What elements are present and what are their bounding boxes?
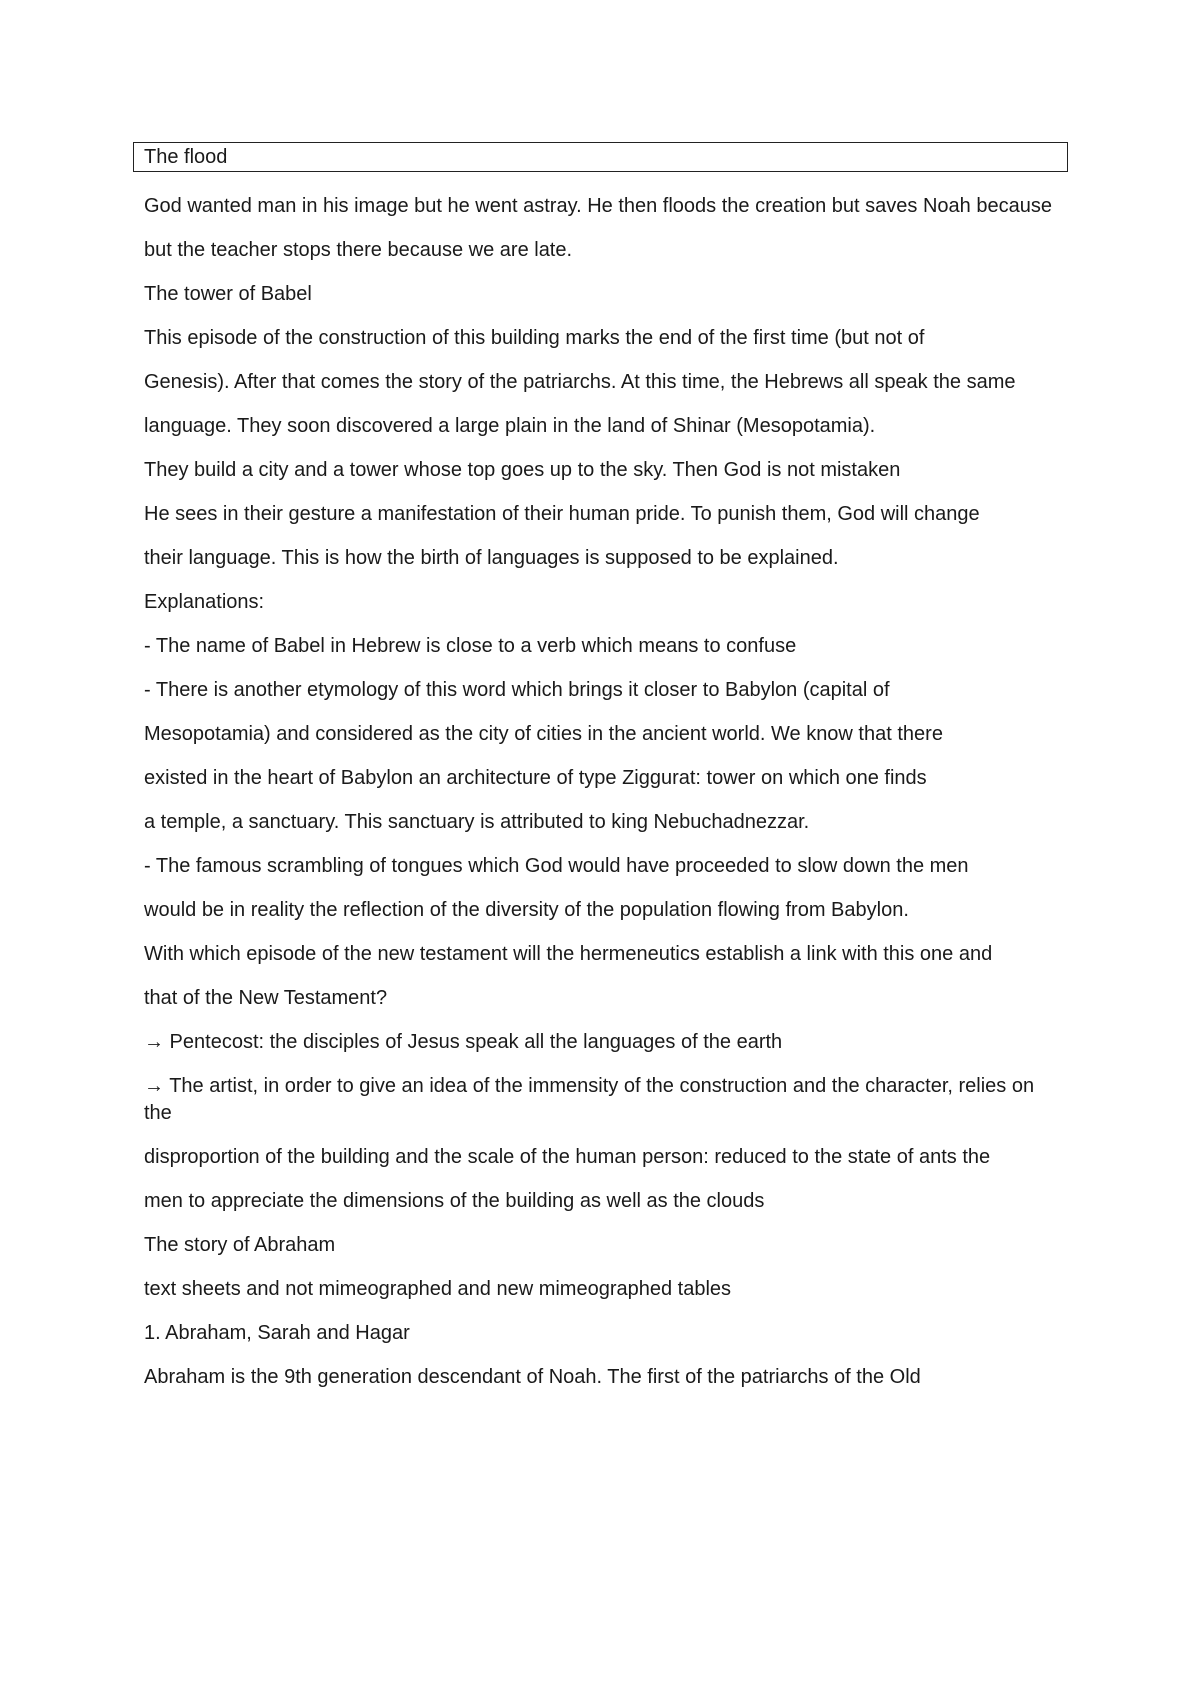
explanations-heading: Explanations: (144, 591, 265, 613)
paragraph: would be in reality the reflection of the diversity of the population flowing from Babylon. (144, 899, 909, 921)
paragraph: God wanted man in his image but he went astray. He then floods the creation but saves Noah because (144, 195, 1052, 217)
section-title-box: The flood (133, 142, 1068, 172)
arrow-item: → The artist, in order to give an idea of the immensity of the construction and the character, relies on the (144, 1075, 1035, 1124)
paragraph: language. They soon discovered a large plain in the land of Shinar (Mesopotamia). (144, 415, 876, 437)
paragraph: a temple, a sanctuary. This sanctuary is attributed to king Nebuchadnezzar. (144, 811, 810, 833)
document-body (144, 193, 1064, 1408)
paragraph: He sees in their gesture a manifestation of their human pride. To punish them, God will change (144, 503, 980, 525)
list-item: - There is another etymology of this word which brings it closer to Babylon (capital of (144, 679, 890, 701)
paragraph: men to appreciate the dimensions of the building as well as the clouds (144, 1190, 765, 1212)
section-heading-story-of-abraham: The story of Abraham (144, 1234, 336, 1256)
paragraph: that of the New Testament? (144, 987, 388, 1009)
list-item: - The name of Babel in Hebrew is close to a verb which means to confuse (144, 635, 797, 657)
paragraph: Mesopotamia) and considered as the city of cities in the ancient world. We know that there (144, 723, 943, 745)
section-heading-tower-of-babel: The tower of Babel (144, 283, 312, 305)
list-item: - The famous scrambling of tongues which God would have proceeded to slow down the men (144, 855, 969, 877)
arrow-item: → Pentecost: the disciples of Jesus speak all the languages of the earth (144, 1031, 783, 1053)
paragraph: existed in the heart of Babylon an architecture of type Ziggurat: tower on which one finds (144, 767, 927, 789)
paragraph: With which episode of the new testament will the hermeneutics establish a link with this one and (144, 943, 993, 965)
paragraph: but the teacher stops there because we are late. (144, 239, 573, 261)
paragraph: Genesis). After that comes the story of the patriarchs. At this time, the Hebrews all speak the same (144, 371, 1016, 393)
paragraph: This episode of the construction of this building marks the end of the first time (but not of (144, 327, 925, 349)
numbered-heading: 1. Abraham, Sarah and Hagar (144, 1322, 410, 1344)
paragraph: Abraham is the 9th generation descendant of Noah. The first of the patriarchs of the Old (144, 1366, 921, 1388)
paragraph: text sheets and not mimeographed and new mimeographed tables (144, 1278, 732, 1300)
paragraph: their language. This is how the birth of languages is supposed to be explained. (144, 547, 839, 569)
paragraph: disproportion of the building and the scale of the human person: reduced to the state of ants the (144, 1146, 991, 1168)
paragraph: They build a city and a tower whose top goes up to the sky. Then God is not mistaken (144, 459, 901, 481)
